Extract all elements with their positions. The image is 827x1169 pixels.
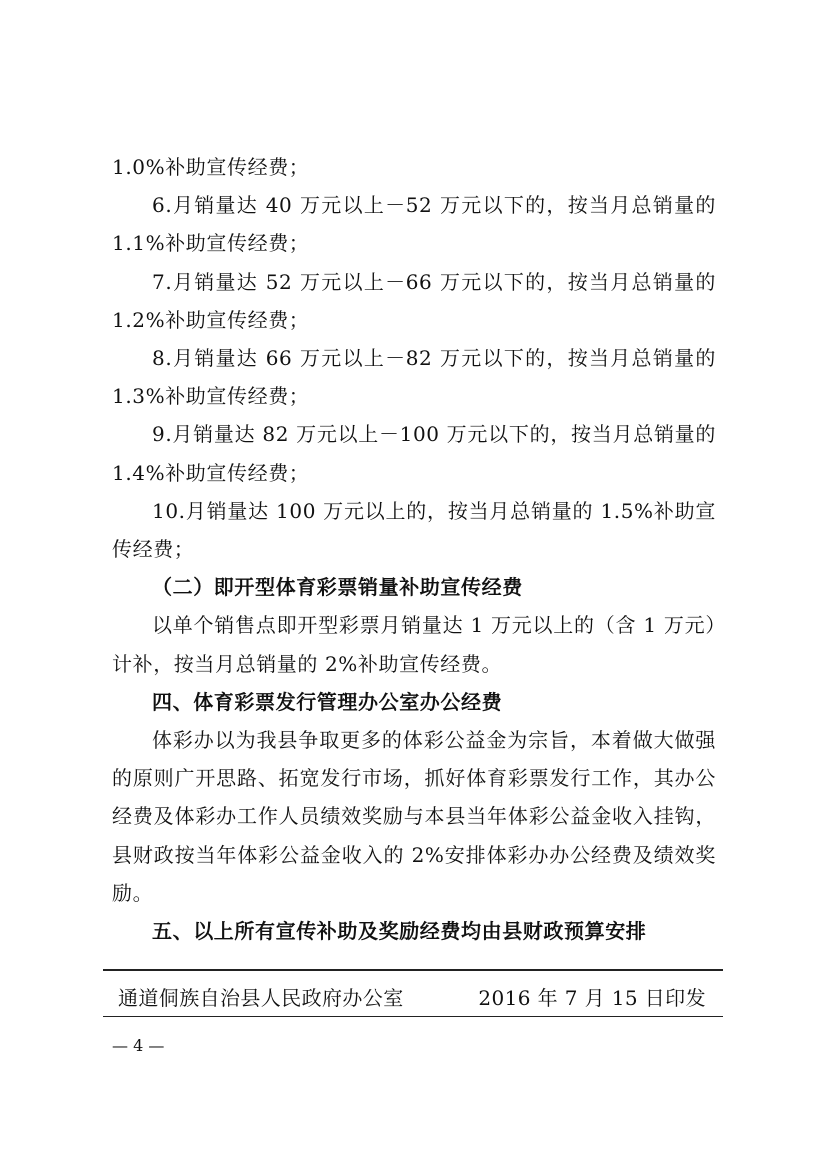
section-heading-office-funds: 四、体育彩票发行管理办公室办公经费	[152, 689, 503, 714]
footer-issue-date: 2016 年 7 月 15 日印发	[478, 986, 706, 1010]
paragraph-office-funds: 体彩办以为我县争取更多的体彩公益金为宗旨，本着做大做强的原则广开思路、拓宽发行市场，抓好体育彩票发行工作，其办公经费及体彩办工作人员绩效奖励与本县当年体彩公益金收入挂钩，县财政按当年体彩公益金收入的 2%安排体彩办办公经费及绩效奖励。	[112, 728, 716, 905]
paragraph-item-9: 9.月销量达 82 万元以上－100 万元以下的，按当月总销量的 1.4%补助宣传经费；	[112, 422, 716, 485]
paragraph-item-6: 6.月销量达 40 万元以上－52 万元以下的，按当月总销量的 1.1%补助宣传经费；	[112, 193, 716, 256]
paragraph-item-10: 10.月销量达 100 万元以上的，按当月总销量的 1.5%补助宣传经费；	[112, 498, 716, 562]
paragraph-item-7: 7.月销量达 52 万元以上－66 万元以下的，按当月总销量的 1.2%补助宣传经费；	[112, 269, 716, 332]
footer-divider-top	[103, 969, 723, 971]
paragraph-continuation: 1.0%补助宣传经费；	[112, 155, 310, 179]
footer-divider-bottom	[103, 1016, 723, 1017]
paragraph-instant-lottery: 以单个销售点即开型彩票月销量达 1 万元以上的（含 1 万元）计补，按当月总销量的 2%补助宣传经费。	[112, 613, 716, 676]
paragraph-item-8: 8.月销量达 66 万元以上－82 万元以下的，按当月总销量的 1.3%补助宣传经费；	[112, 346, 716, 409]
section-heading-budget: 五、以上所有宣传补助及奖励经费均由县财政预算安排	[152, 919, 647, 944]
page-number: — 4 —	[112, 1036, 165, 1055]
section-heading-instant-lottery: （二）即开型体育彩票销量补助宣传经费	[152, 575, 523, 600]
document-body	[112, 148, 716, 950]
footer-organization: 通道侗族自治县人民政府办公室	[118, 986, 404, 1010]
